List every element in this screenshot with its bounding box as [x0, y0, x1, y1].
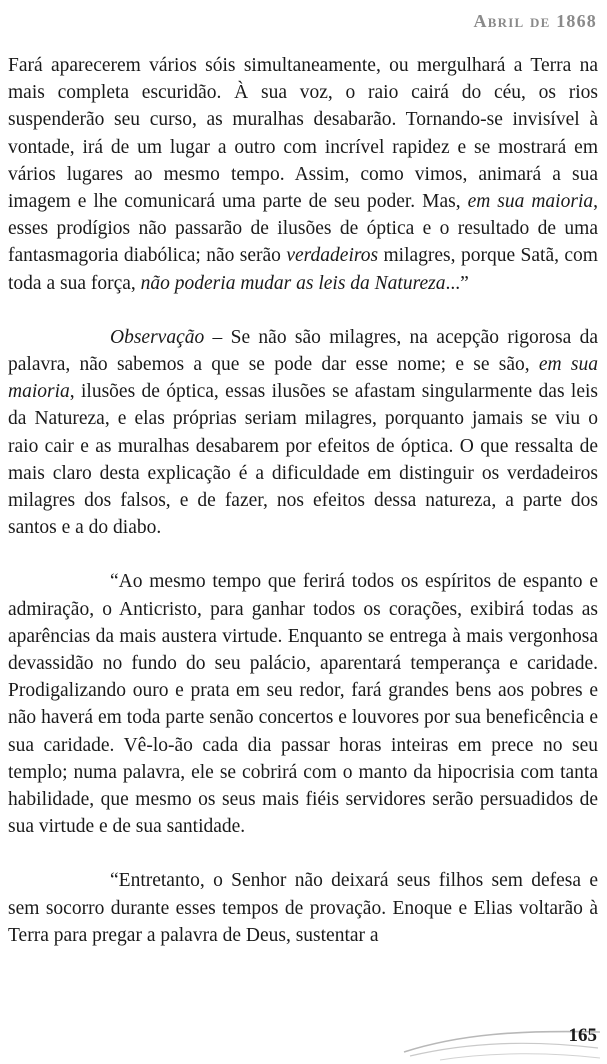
text-run: Fará aparecerem vários sóis simultaneamente, ou mergulhará a Terra na mais completa escuridão. À sua voz, o raio cairá do céu, os rios suspenderão seu curso, as muralhas desabarão. Tornando-se invisível à vontade, irá de um lugar a outro com incrível rapidez e se mostrará em vários lugares ao mesmo tempo. Assim, como vimos, animará a sua imagem e lhe comunicará uma parte de seu poder. Mas, [8, 55, 598, 213]
text-run: , esses prodígios não passarão de ilusões de óptica e o resultado de uma fantasmagoria diabólica; não serão [8, 191, 598, 267]
running-header: Abril de 1868 [473, 11, 597, 31]
italic-text: verdadeiros [286, 245, 379, 267]
text-run: , ilusões de óptica, essas ilusões se afastam singularmente das leis da Natureza, e elas próprias seriam milagres, porquanto jamais se viu o raio cair e as muralhas desabarem por efeitos de óptica. O que ressalta de mais claro desta explicação é a dificuldade em distinguir os verdadeiros milagres dos falsos, e de fazer, nos efeitos dessa natureza, a parte dos santos e a do diabo. [8, 381, 598, 539]
text-run: – Se não são milagres, na acepção rigorosa da palavra, não sabemos a que se pode dar esse nome; e se são, [8, 326, 598, 376]
text-run: milagres, porque Satã, com toda a sua força, [8, 245, 598, 294]
page-number: 165 [568, 1025, 597, 1046]
paragraph-1 [8, 52, 598, 297]
paragraph-3 [8, 568, 598, 840]
text-run: “Ao mesmo tempo que ferirá todos os espíritos de espanto e admiração, o Anticristo, para ganhar todos os corações, exibirá todas as aparências da mais austera virtude. Enquanto se entrega à mais vergonhosa devassidão no fundo do seu palácio, aparentará temperança e caridade. Prodigalizando ouro e prata em seu redor, fará grandes bens aos pobres e não haverá em toda parte senão concertos e louvores por sua beneficência e sua caridade. Vê-lo-ão cada dia passar horas inteiras em prece no seu templo; numa palavra, ele se cobrirá com o manto da hipocrisia com tanta habilidade, que mesmo os seus mais fiéis servidores serão persuadidos de sua virtude e de sua santidade. [8, 571, 598, 838]
text-run: ...” [445, 272, 469, 294]
italic-text: em sua maioria [467, 191, 594, 213]
body-text [8, 52, 598, 949]
paragraph-4 [8, 867, 598, 949]
text-run: “Entretanto, o Senhor não deixará seus filhos sem defesa e sem socorro durante esses tempos de provação. Enoque e Elias voltarão à Terra para pregar a palavra de Deus, sustentar a [8, 870, 598, 946]
paragraph-2 [8, 324, 598, 542]
italic-text: em sua maioria [8, 354, 599, 403]
italic-text: Observação [110, 326, 205, 348]
italic-text: não poderia mudar as leis da Natureza [140, 272, 446, 294]
